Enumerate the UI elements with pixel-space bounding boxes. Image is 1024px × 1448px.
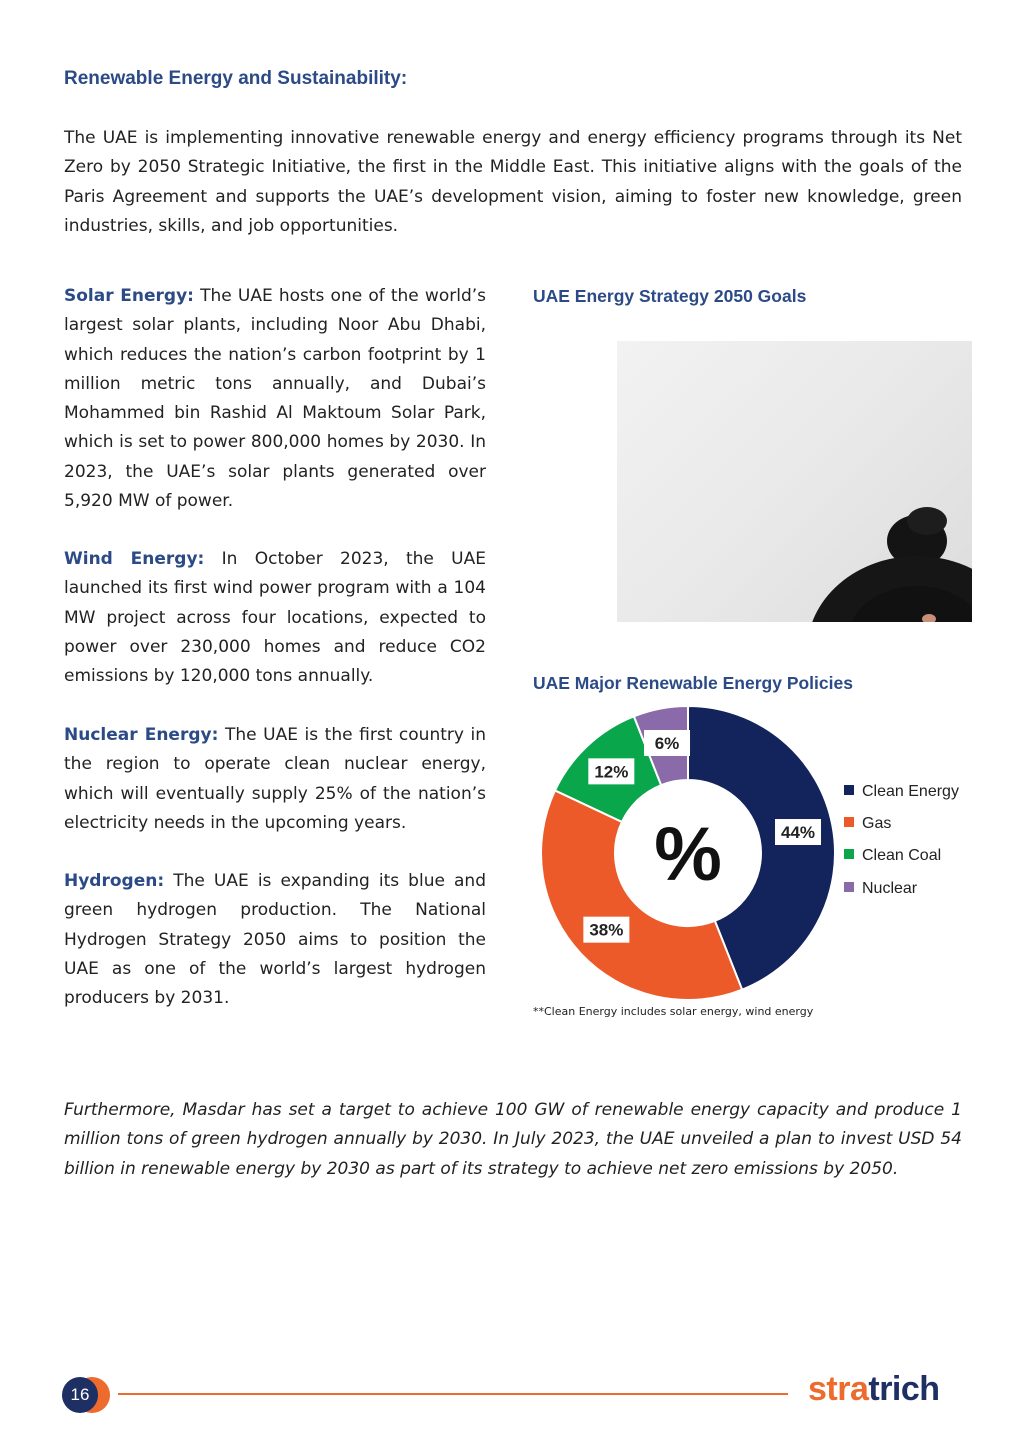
nuclear-text: The UAE is the first country in the region to operate clean nuclear energy, which will eventually supply 25% of the nation’s electricity needs in the upcoming years.: [64, 725, 487, 833]
data-label-text: 38%: [589, 920, 624, 940]
wind-text: In October 2023, the UAE launched its first wind power program with a 104 MW project across four locations, expected to power over 230,000 homes and reduce CO2 emissions by 120,000 tons annually.: [64, 549, 486, 687]
legend-label-clean-coal: Clean Coal: [862, 847, 942, 864]
policies-title: UAE Major Renewable Energy Policies: [533, 673, 853, 693]
nuclear-paragraph: [64, 721, 486, 838]
legend-swatch-nuclear: [844, 882, 854, 892]
legend-item-nuclear: [844, 880, 917, 898]
legend-swatch-clean-energy: [844, 785, 854, 795]
legend-item-clean-energy: [844, 783, 959, 801]
solar-text: The UAE hosts one of the world’s largest solar plants, including Noor Abu Dhabi, which reduces the nation’s carbon footprint by 1 million metric tons annually, and Dubai’s Mohammed bin Rashid Al Maktoum Solar Park, which is set to power 800,000 homes by 2030. In 2023, the UAE’s solar plants generated over 5,920 MW of power.: [64, 286, 486, 512]
stratrich-logo: [808, 1370, 940, 1409]
legend-label-clean-energy: Clean Energy: [862, 783, 959, 800]
data-label-text: 12%: [594, 762, 629, 782]
strategy-photo: [617, 341, 972, 622]
closing-paragraph: Furthermore, Masdar has set a target to achieve 100 GW of renewable energy capacity and produce 1 million tons of green hydrogen annually by 2030. In July 2023, the UAE unveiled a plan to invest USD 54 billion in renewable energy by 2030 as part of its strategy to achieve net zero emissions by 2050.: [64, 1100, 962, 1179]
nuclear-lead: Nuclear Energy:: [64, 725, 219, 745]
legend-item-gas: [844, 815, 891, 833]
hydrogen-text: The UAE is expanding its blue and green hydrogen production. The National Hydrogen Strategy 2050 aims to position the UAE as one of the world’s largest hydrogen producers by 2031.: [64, 871, 486, 1009]
legend-swatch-gas: [844, 817, 854, 827]
data-label-clean-coal: [588, 758, 634, 784]
section-title: Renewable Energy and Sustainability:: [64, 68, 408, 89]
hydrogen-paragraph: [64, 867, 486, 1013]
solar-paragraph: [64, 282, 486, 516]
data-label-text: 44%: [781, 823, 816, 843]
wind-paragraph: [64, 545, 486, 691]
center-percent-label: %: [654, 812, 722, 897]
logo-text-1: stra: [808, 1370, 869, 1408]
legend-label-nuclear: Nuclear: [862, 880, 918, 897]
person-photo-illustration: [617, 341, 972, 622]
legend-swatch-clean-coal: [844, 849, 854, 859]
logo-text-2: trich: [868, 1370, 940, 1408]
strategy-title: UAE Energy Strategy 2050 Goals: [533, 286, 807, 306]
footer-divider: [118, 1393, 788, 1395]
solar-lead: Solar Energy:: [64, 286, 194, 306]
intro-paragraph: The UAE is implementing innovative renewable energy and energy efficiency programs through its Net Zero by 2050 Strategic Initiative, the first in the Middle East. This initiative aligns with the goals of the Paris Agreement and supports the UAE’s development vision, aiming to foster new knowledge, green industries, skills, and job opportunities.: [64, 128, 962, 236]
donut-chart: [530, 700, 840, 1000]
data-label-nuclear: [644, 730, 690, 756]
wind-lead: Wind Energy:: [64, 549, 205, 569]
page-number: 16: [62, 1377, 98, 1413]
data-label-gas: [583, 917, 629, 943]
data-label-text: 6%: [654, 733, 680, 753]
legend-label-gas: Gas: [862, 815, 892, 832]
legend-item-clean-coal: [844, 847, 941, 865]
chart-footnote: **Clean Energy includes solar energy, wind energy: [533, 1005, 814, 1018]
data-label-clean-energy: [775, 819, 821, 845]
hydrogen-lead: Hydrogen:: [64, 871, 165, 891]
